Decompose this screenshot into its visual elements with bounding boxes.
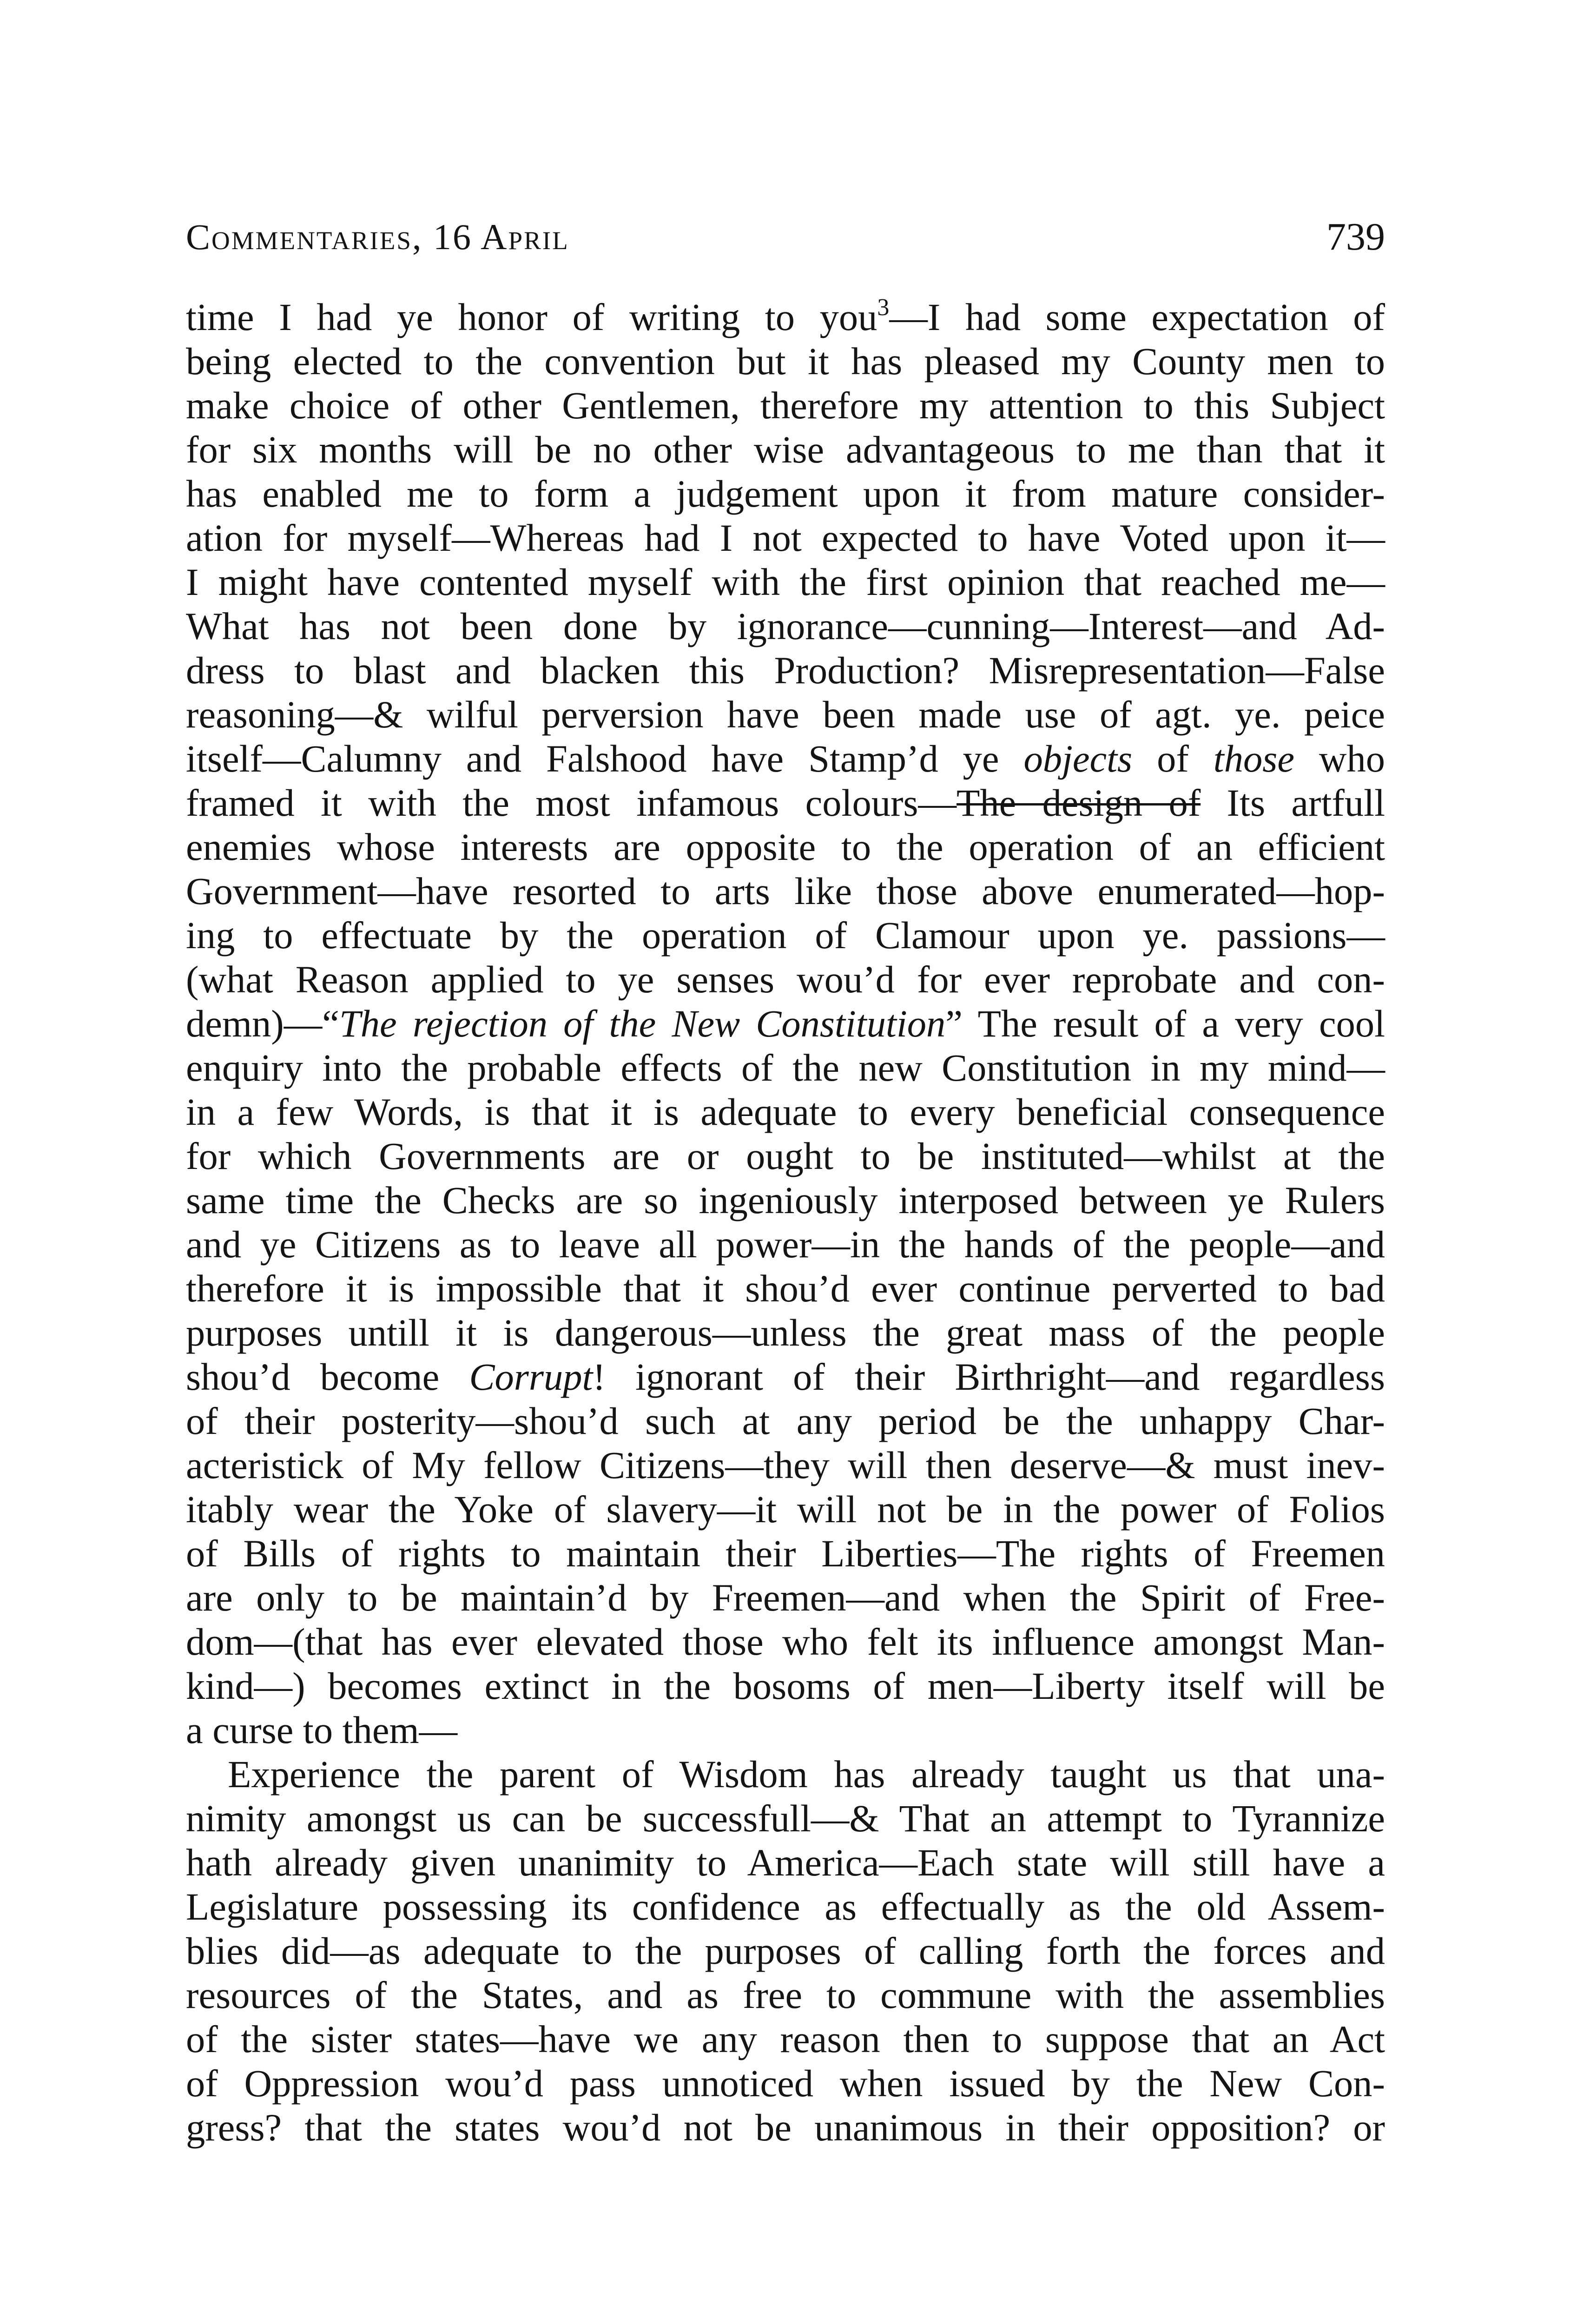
text-line: for six months will be no other wise advantageous to me than that it [186,428,1385,471]
text-line: make choice of other Gentlemen, therefore my attention to this Subject [186,384,1385,427]
text-line: Government—have resorted to arts like those above enumerated—hop- [186,870,1385,912]
text-line: enemies whose interests are opposite to the operation of an efficient [186,825,1385,868]
text-line: time I had ye honor of writing to you$^3$—I had some expectation of [186,294,1385,338]
text-line: of the sister states—have we any reason then to suppose that an Act [186,2018,1385,2060]
text-line: a curse to them— [186,1709,458,1751]
text-line: acteristick of My fellow Citizens—they will then deserve—& must inev- [186,1444,1385,1486]
text-line: has enabled me to form a judgement upon it from mature consider- [186,472,1385,515]
text-line: dom—(that has ever elevated those who felt its influence amongst Man- [186,1620,1385,1663]
body-text [186,295,1385,2150]
text-line: Experience the parent of Wisdom has already taught us that una- [228,1753,1385,1796]
text-line: itself—Calumny and Falshood have Stamp’d ye objects of those who [186,737,1385,780]
italic-word: those [1213,737,1294,780]
text-line: same time the Checks are so ingeniously interposed between ye Rulers [186,1179,1385,1221]
running-head [186,211,1385,263]
text-line: purposes untill it is dangerous—unless the great mass of the people [186,1311,1385,1354]
text-line: for which Governments are or ought to be instituted—whilst at the [186,1135,1385,1177]
italic-word: Corrupt [469,1355,593,1398]
text-line: enquiry into the probable effects of the new Constitution in my mind— [186,1046,1385,1089]
text-line: nimity amongst us can be successfull—& That an attempt to Tyrannize [186,1797,1385,1840]
text-line: ing to effectuate by the operation of Clamour upon ye. passions— [186,914,1385,957]
text-line: What has not been done by ignorance—cunning—Interest—and Ad- [186,605,1385,647]
text-line: and ye Citizens as to leave all power—in the hands of the people—and [186,1223,1385,1266]
text-line: itably wear the Yoke of slavery—it will not be in the power of Folios [186,1488,1385,1531]
text-line: being elected to the convention but it has pleased my County men to [186,340,1385,383]
italic-phrase: The rejection of the New Constitution [339,1002,946,1045]
text-line: therefore it is impossible that it shou’d ever continue perverted to bad [186,1267,1385,1310]
text-line: I might have contented myself with the first opinion that reached me— [186,561,1385,603]
running-title: Commentaries, 16 April [186,217,569,257]
text-line: blies did—as adequate to the purposes of calling forth the forces and [186,1929,1385,1972]
text-line: framed it with the most infamous colours—The design of Its artfull [186,781,1385,824]
text-line: of Bills of rights to maintain their Liberties—The rights of Freemen [186,1532,1385,1575]
text-line: gress? that the states wou’d not be unanimous in their opposition? or [186,2106,1385,2149]
page-number: 739 [1326,215,1385,258]
text-line: kind—) becomes extinct in the bosoms of men—Liberty itself will be [186,1664,1385,1707]
text-line: reasoning—& wilful perversion have been made use of agt. ye. peice [186,693,1385,736]
text-line: hath already given unanimity to America—Each state will still have a [186,1841,1385,1884]
text-line: dress to blast and blacken this Production? Misrepresentation—False [186,649,1385,692]
text-line: in a few Words, is that it is adequate to every beneficial consequence [186,1090,1385,1133]
text-line: of Oppression wou’d pass unnoticed when issued by the New Con- [186,2062,1385,2105]
text-line: are only to be maintain’d by Freemen—and when the Spirit of Free- [186,1576,1385,1619]
text-line: shou’d become Corrupt! ignorant of their Birthright—and regardless [186,1355,1385,1398]
footnote-reference: 3 [877,294,890,321]
italic-word: objects [1023,737,1133,780]
text-line: (what Reason applied to ye senses wou’d for ever reprobate and con- [186,958,1385,1001]
text-line: of their posterity—shou’d such at any period be the unhappy Char- [186,1400,1385,1442]
struck-out-text: The design of [957,781,1201,824]
text-line: demn)—“The rejection of the New Constitution” The result of a very cool [186,1002,1385,1045]
text-line: ation for myself—Whereas had I not expected to have Voted upon it— [186,516,1385,559]
text-line: Legislature possessing its confidence as effectually as the old Assem- [186,1885,1385,1928]
text-line: resources of the States, and as free to commune with the assemblies [186,1974,1385,2016]
